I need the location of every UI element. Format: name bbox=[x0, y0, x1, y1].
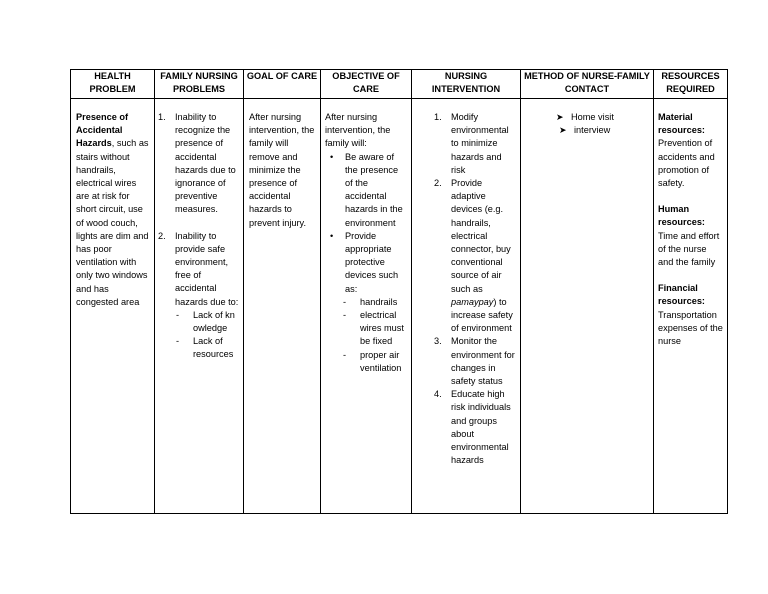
method-item bbox=[559, 124, 649, 137]
item-italic-text: pamaypay bbox=[451, 296, 494, 307]
item-number: 1. bbox=[434, 112, 442, 122]
bullet-text: Be aware of the presence of the accidental hazards in the environment bbox=[345, 151, 403, 228]
item-text: Inability to recognize the presence of accidental hazards due to ignorance of preventive measures. bbox=[175, 112, 236, 215]
objective-intro: After nursing intervention, the family will: bbox=[325, 112, 391, 149]
objective-cell bbox=[321, 99, 412, 514]
item-text: Inability to provide safe environment, free of accidental hazards due to: bbox=[175, 230, 239, 307]
human-resources-label: Human resources: bbox=[658, 204, 705, 228]
health-problem-cell bbox=[71, 99, 155, 514]
sub-item: - Lack of resources bbox=[176, 336, 234, 360]
intervention-item bbox=[434, 177, 516, 335]
sub-item: - handrails bbox=[343, 296, 398, 307]
arrow-bullet-icon: ➤ bbox=[559, 125, 567, 136]
material-resources-label: Material resources: bbox=[658, 112, 705, 136]
header-row bbox=[71, 70, 728, 99]
header-goal-of-care: GOAL OF CARE bbox=[244, 70, 321, 99]
intervention-cell bbox=[412, 99, 521, 514]
header-resources-required: RESOURCES REQUIRED bbox=[654, 70, 728, 99]
intervention-item bbox=[434, 388, 516, 467]
health-problem-text bbox=[76, 111, 150, 309]
method-text: interview bbox=[574, 125, 611, 136]
method-item bbox=[556, 111, 649, 124]
goal-cell bbox=[244, 99, 321, 514]
header-objective-of-care: OBJECTIVE OF CARE bbox=[321, 70, 412, 99]
family-problems-cell bbox=[155, 99, 244, 514]
header-health-problem: HEALTH PROBLEM bbox=[71, 70, 155, 99]
item-text: Educate high risk individuals and groups about environmental hazards bbox=[451, 389, 511, 466]
sub-item-text: electrical wires must be fixed bbox=[360, 310, 404, 347]
item-number: 4. bbox=[434, 389, 442, 400]
intervention-item bbox=[434, 111, 516, 177]
item-text: ) to increase safety of environment bbox=[451, 296, 513, 334]
sub-item-text: proper air ventilation bbox=[360, 349, 402, 373]
objective-bullet: • Provide appropriate protective devices such as: - handrails - electrical wires must be fixed - proper air ventilation bbox=[325, 230, 407, 375]
item-text: Modify environmental to minimize hazards and risk bbox=[451, 112, 509, 175]
intervention-item bbox=[434, 335, 516, 388]
item-number: 2. bbox=[158, 230, 166, 241]
sub-item-text: Lack of knowledge bbox=[193, 309, 235, 334]
bullet-text: Provide appropriate protective devices such as: bbox=[345, 230, 399, 294]
goal-text: After nursing intervention, the family will remove and minimize the presence of accidental hazards to prevent injury. bbox=[249, 112, 315, 228]
financial-resources-text: Transportation expenses of the nurse bbox=[658, 309, 723, 347]
sub-item-text: handrails bbox=[360, 296, 398, 307]
method-cell bbox=[521, 99, 654, 514]
item-number: 2. bbox=[434, 178, 442, 189]
item-number: 3. bbox=[434, 336, 442, 347]
method-text: Home visit bbox=[571, 112, 614, 122]
header-nursing-intervention: NURSING INTERVENTION bbox=[412, 70, 521, 99]
material-resources-text: Prevention of accidents and promotion of safety. bbox=[658, 138, 715, 189]
sub-item: - Lack of knowledge bbox=[176, 309, 235, 334]
care-plan-table bbox=[70, 69, 728, 514]
health-problem-bold: Presence of Accidental Hazards bbox=[76, 112, 129, 149]
header-method-of-contact: METHOD OF NURSE-FAMILY CONTACT bbox=[521, 70, 654, 99]
item-number: 1. bbox=[158, 112, 166, 122]
family-problem-item bbox=[158, 230, 239, 362]
arrow-bullet-icon: ➤ bbox=[556, 112, 564, 122]
sub-item: - electrical wires must be fixed bbox=[343, 310, 404, 347]
health-problem-rest: , such as stairs without handrails, electrical wires are at risk for short circuit, use of wood couch, lights are dim and has poor ventilation with only two windows and has congested area bbox=[76, 138, 149, 307]
item-text: Monitor the environment for changes in safety status bbox=[451, 336, 515, 387]
financial-resources-label: Financial resources: bbox=[658, 283, 705, 307]
objective-bullet: • Be aware of the presence of the accidental hazards in the environment bbox=[330, 151, 403, 228]
body-row bbox=[71, 99, 728, 514]
sub-item-text: Lack of resources bbox=[193, 336, 234, 360]
item-text: Provide adaptive devices (e.g. handrails, electrical connector, buy conventional source of air such as bbox=[451, 178, 511, 294]
header-family-nursing-problems: FAMILY NURSING PROBLEMS bbox=[155, 70, 244, 99]
sub-item: - proper air ventilation bbox=[343, 349, 402, 373]
family-problem-item bbox=[158, 111, 239, 217]
human-resources-text: Time and effort of the nurse and the family bbox=[658, 230, 720, 268]
resources-cell bbox=[654, 99, 728, 514]
